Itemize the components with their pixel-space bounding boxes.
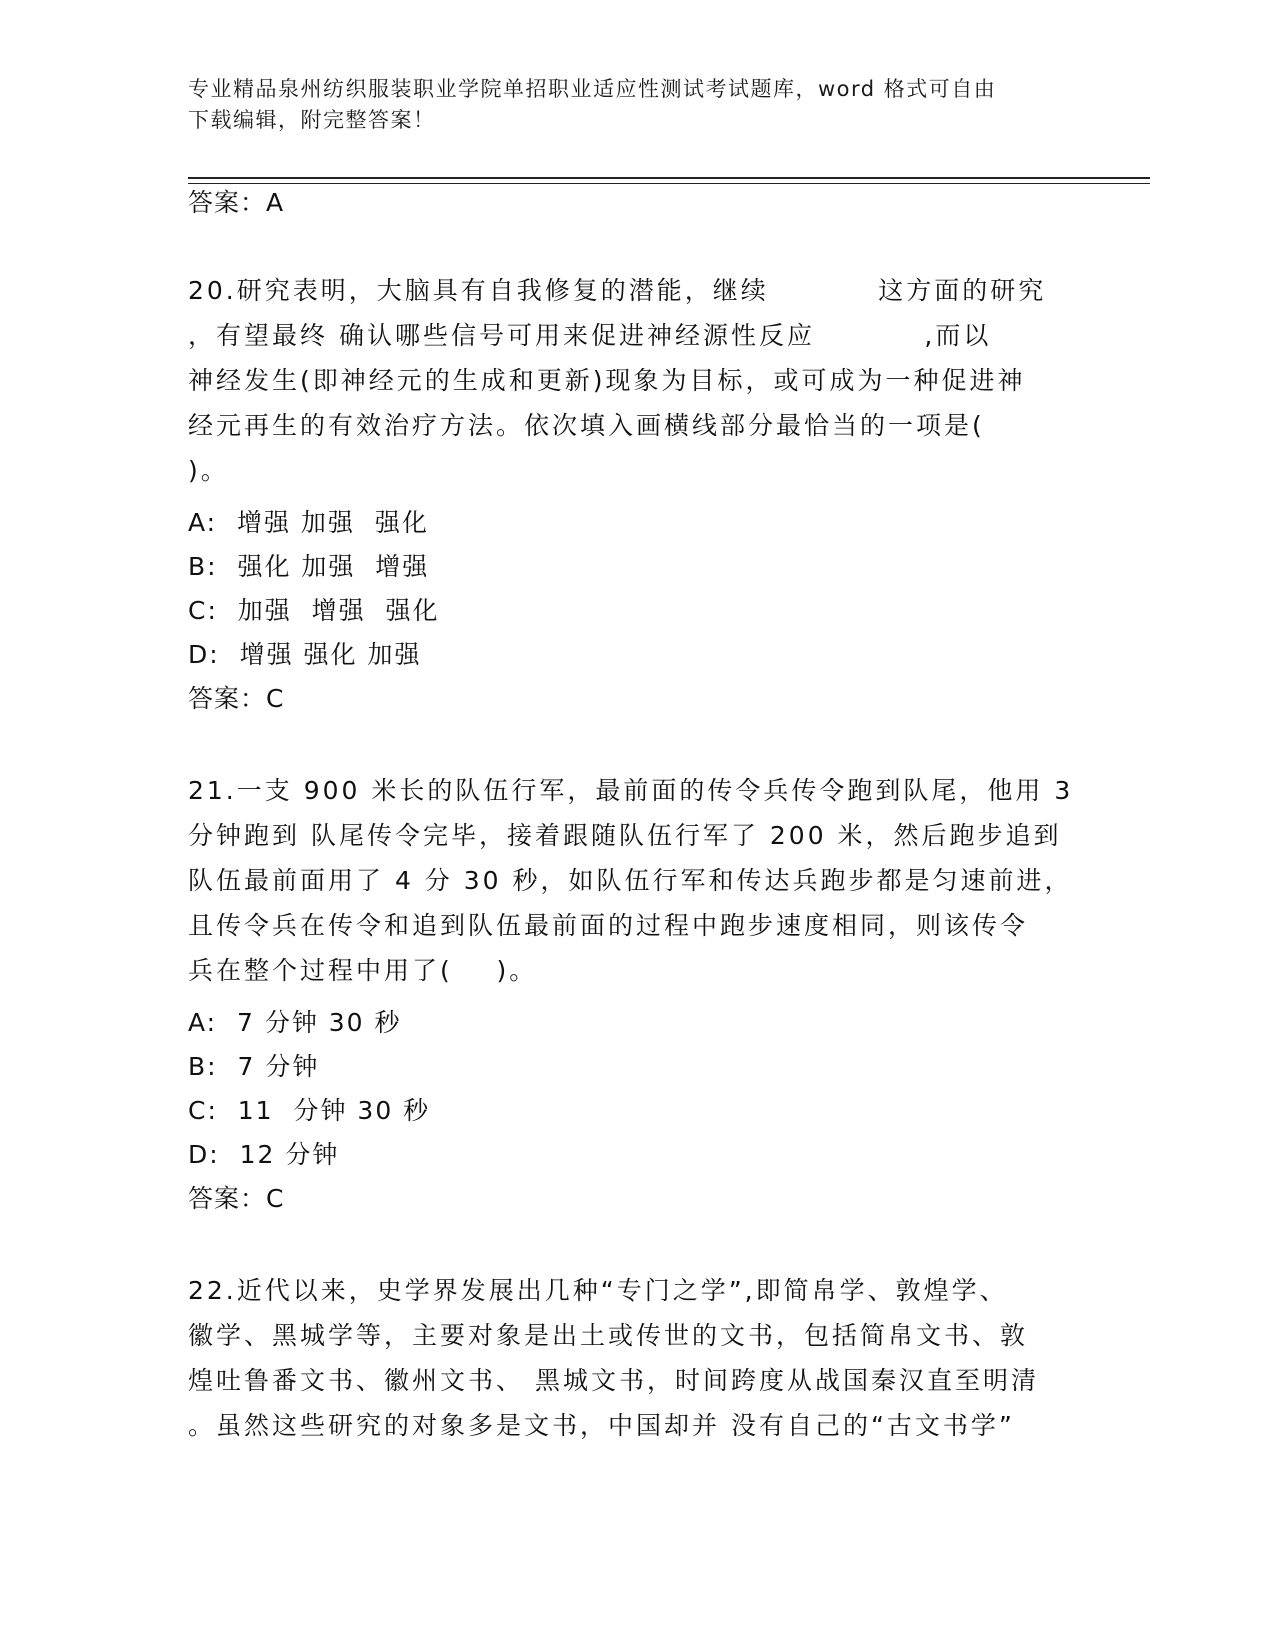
question-line: 兵在整个过程中用了( )。 [188,956,538,985]
question-line: 神经发生(即神经元的生成和更新)现象为目标，或可成为一种促进神 [188,366,1026,395]
question-21 [188,768,1088,993]
q21-option-d: D: 12 分钟 [188,1140,340,1169]
question-line: 徽学、黑城学等，主要对象是出土或传世的文书，包括简帛文书、敦 [188,1321,1029,1350]
q21-option-c: C: 11 分钟 30 秒 [188,1096,431,1125]
q20-option-a: A: 增强 加强 强化 [188,508,429,537]
question-line: 22.近代以来，史学界发展出几种“专门之学”,即简帛学、敦煌学、 [188,1276,1008,1305]
question-line: ，有望最终 确认哪些信号可用来促进神经源性反应 ,而以 [188,321,992,350]
header-line-1: 专业精品泉州纺织服装职业学院单招职业适应性测试考试题库，word 格式可自由 [188,77,997,101]
q21-option-b: B: 7 分钟 [188,1052,320,1081]
page-header [188,74,1068,136]
question-line: 煌吐鲁番文书、徽州文书、 黑城文书，时间跨度从战国秦汉直至明清 [188,1366,1039,1395]
question-22 [188,1268,1088,1448]
header-rule-thick [188,177,1150,179]
question-line: 分钟跑到 队尾传令完毕，接着跟随队伍行军了 200 米，然后跑步追到 [188,821,1062,850]
answer-q21: 答案：C [188,1184,285,1213]
q20-option-c: C: 加强 增强 强化 [188,596,440,625]
question-line: 队伍最前面用了 4 分 30 秒，如队伍行军和传达兵跑步都是匀速前进， [188,866,1073,895]
q20-option-b: B: 强化 加强 增强 [188,552,430,581]
q21-option-a: A: 7 分钟 30 秒 [188,1008,402,1037]
question-line: 20.研究表明，大脑具有自我修复的潜能，继续 这方面的研究 [188,276,1047,305]
question-line: 且传令兵在传令和追到队伍最前面的过程中跑步速度相同，则该传令 [188,911,1029,940]
answer-q20: 答案：C [188,684,285,713]
question-20 [188,268,1088,493]
question-line: 。虽然这些研究的对象多是文书，中国却并 没有自己的“古文书学” [188,1411,1015,1440]
question-line: 经元再生的有效治疗方法。依次填入画横线部分最恰当的一项是( [188,411,985,440]
header-line-2: 下载编辑，附完整答案！ [188,108,436,132]
header-rule-thin [188,183,1150,184]
answer-q19: 答案：A [188,188,285,217]
question-line: )。 [188,456,229,485]
q20-option-d: D: 增强 强化 加强 [188,640,422,669]
question-line: 21.一支 900 米长的队伍行军，最前面的传令兵传令跑到队尾，他用 3 [188,776,1074,805]
